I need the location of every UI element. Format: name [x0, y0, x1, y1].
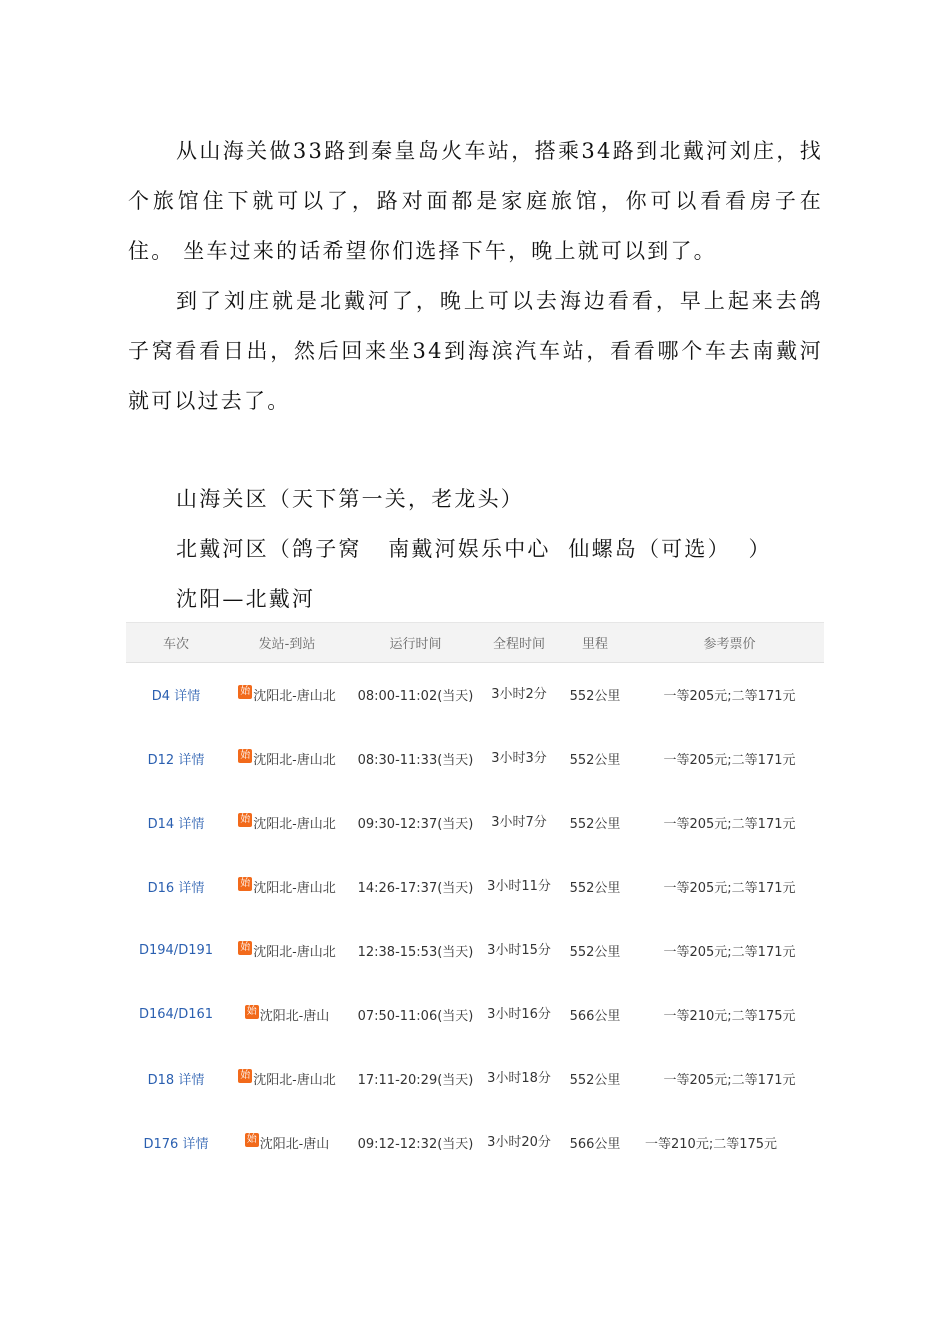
- route-text: 沈阳北-唐山北: [253, 881, 336, 896]
- route-text: 沈阳北-唐山北: [253, 753, 336, 768]
- train-schedule-table: [126, 622, 824, 1175]
- run-time-cell: 12:38-15:53(当天): [357, 945, 474, 960]
- heading-shenyang-beidaihe: 沈阳—北戴河: [176, 587, 316, 611]
- duration-text: 3小时3分: [491, 751, 547, 766]
- duration-cell: [483, 1111, 555, 1175]
- detail-link[interactable]: 详情: [178, 817, 205, 832]
- train-number-cell: [126, 855, 226, 919]
- distance-cell: 552公里: [569, 753, 621, 768]
- table-row: [126, 663, 824, 727]
- duration-cell: [483, 983, 555, 1047]
- header-train: 车次: [162, 637, 189, 652]
- distance-cell: 552公里: [569, 881, 621, 896]
- price-cell: 一等205元;二等171元: [663, 1073, 796, 1088]
- duration-text: 3小时7分: [491, 815, 547, 830]
- route-cell: [226, 983, 348, 1047]
- price-cell: 一等205元;二等171元: [663, 945, 796, 960]
- header-time: 运行时间: [389, 637, 442, 652]
- table-row: [126, 1047, 824, 1111]
- train-number-cell: [126, 1111, 226, 1175]
- table-row: [126, 855, 824, 919]
- origin-badge-icon: 始: [246, 1134, 257, 1145]
- run-time-cell: 09:30-12:37(当天): [357, 817, 474, 832]
- route-text: 沈阳北-唐山北: [253, 817, 336, 832]
- header-price: 参考票价: [703, 637, 756, 652]
- route-text: 沈阳北-唐山: [259, 1137, 330, 1152]
- train-number-link[interactable]: D194/D191: [138, 943, 214, 958]
- run-time-cell: 07:50-11:06(当天): [357, 1009, 474, 1024]
- route-cell: [226, 727, 348, 791]
- run-time-cell: 08:30-11:33(当天): [357, 753, 474, 768]
- train-number-link[interactable]: D12: [147, 753, 175, 768]
- table-row: [126, 1111, 824, 1175]
- duration-cell: [483, 727, 555, 791]
- duration-cell: [483, 663, 555, 727]
- duration-cell: [483, 1047, 555, 1111]
- table-header-row: [126, 623, 824, 663]
- distance-cell: 566公里: [569, 1009, 621, 1024]
- detail-link[interactable]: 详情: [182, 1137, 209, 1152]
- route-cell: [226, 1047, 348, 1111]
- train-number-cell: [126, 1047, 226, 1111]
- train-number-cell: [126, 919, 226, 983]
- route-cell: [226, 663, 348, 727]
- duration-text: 3小时11分: [487, 879, 551, 894]
- train-number-cell: [126, 727, 226, 791]
- duration-cell: [483, 791, 555, 855]
- header-route: 发站-到站: [258, 637, 316, 652]
- duration-cell: [483, 855, 555, 919]
- detail-link[interactable]: 详情: [178, 753, 205, 768]
- price-cell: 一等210元;二等175元: [645, 1137, 778, 1152]
- price-cell: 一等205元;二等171元: [663, 753, 796, 768]
- price-cell: 一等205元;二等171元: [663, 817, 796, 832]
- run-time-cell: 14:26-17:37(当天): [357, 881, 474, 896]
- duration-text: 3小时20分: [487, 1135, 551, 1150]
- run-time-cell: 17:11-20:29(当天): [357, 1073, 474, 1088]
- distance-cell: 552公里: [569, 1073, 621, 1088]
- heading-shanhaiguan: 山海关区（天下第一关，老龙头）: [176, 487, 524, 511]
- price-cell: 一等210元;二等175元: [663, 1009, 796, 1024]
- train-number-link[interactable]: D18: [147, 1073, 175, 1088]
- run-time-cell: 08:00-11:02(当天): [357, 689, 474, 705]
- detail-link[interactable]: 详情: [178, 881, 205, 896]
- duration-text: 3小时16分: [487, 1007, 551, 1022]
- route-cell: [226, 791, 348, 855]
- origin-badge-icon: 始: [240, 814, 251, 825]
- duration-cell: [483, 919, 555, 983]
- route-text: 沈阳北-唐山: [259, 1009, 330, 1024]
- price-cell: 一等205元;二等171元: [663, 881, 796, 896]
- train-number-cell: [126, 791, 226, 855]
- origin-badge-icon: 始: [240, 686, 251, 698]
- route-cell: [226, 919, 348, 983]
- duration-text: 3小时18分: [487, 1071, 551, 1086]
- header-distance: 里程: [581, 637, 608, 652]
- run-time-cell: 09:12-12:32(当天): [357, 1137, 474, 1152]
- route-text: 沈阳北-唐山北: [253, 689, 336, 705]
- train-number-link[interactable]: D14: [147, 817, 175, 832]
- origin-badge-icon: 始: [246, 1006, 257, 1017]
- route-cell: [226, 1111, 348, 1175]
- origin-badge-icon: 始: [240, 1070, 251, 1081]
- train-number-link[interactable]: D164/D161: [138, 1007, 214, 1022]
- duration-text: 3小时2分: [491, 687, 547, 703]
- intro-paragraph-1: 从山海关做33路到秦皇岛火车站，搭乘34路到北戴河刘庄，找个旅馆住下就可以了，路对面都是家庭旅馆，你可以看看房子在住。 坐车过来的话希望你们选择下午，晚上就可以到了。: [128, 139, 823, 263]
- intro-paragraph-2: 到了刘庄就是北戴河了，晚上可以去海边看看，早上起来去鸽子窝看看日出，然后回来坐34到海滨汽车站，看看哪个车去南戴河就可以过去了。: [128, 289, 823, 413]
- detail-link[interactable]: 详情: [174, 689, 201, 705]
- route-cell: [226, 855, 348, 919]
- train-number-link[interactable]: D4: [151, 689, 171, 705]
- distance-cell: 552公里: [569, 817, 621, 832]
- table-row: [126, 983, 824, 1047]
- header-duration: 全程时间: [492, 637, 545, 652]
- route-text: 沈阳北-唐山北: [253, 1073, 336, 1088]
- route-text: 沈阳北-唐山北: [253, 945, 336, 960]
- origin-badge-icon: 始: [240, 942, 251, 953]
- origin-badge-icon: 始: [240, 878, 251, 889]
- distance-cell: 552公里: [569, 945, 621, 960]
- train-number-link[interactable]: D16: [147, 881, 175, 896]
- table-row: [126, 727, 824, 791]
- heading-beidaihe: 北戴河区（鸽子窝 南戴河娱乐中心 仙螺岛（可选） ）: [176, 537, 772, 561]
- detail-link[interactable]: 详情: [178, 1073, 205, 1088]
- duration-text: 3小时15分: [487, 943, 551, 958]
- distance-cell: 566公里: [569, 1137, 621, 1152]
- price-cell: 一等205元;二等171元: [663, 689, 796, 705]
- origin-badge-icon: 始: [240, 750, 251, 761]
- train-number-link[interactable]: D176: [143, 1137, 179, 1152]
- table-row: [126, 791, 824, 855]
- train-number-cell: [126, 663, 226, 727]
- table-row: [126, 919, 824, 983]
- train-number-cell: [126, 983, 226, 1047]
- distance-cell: 552公里: [569, 689, 621, 705]
